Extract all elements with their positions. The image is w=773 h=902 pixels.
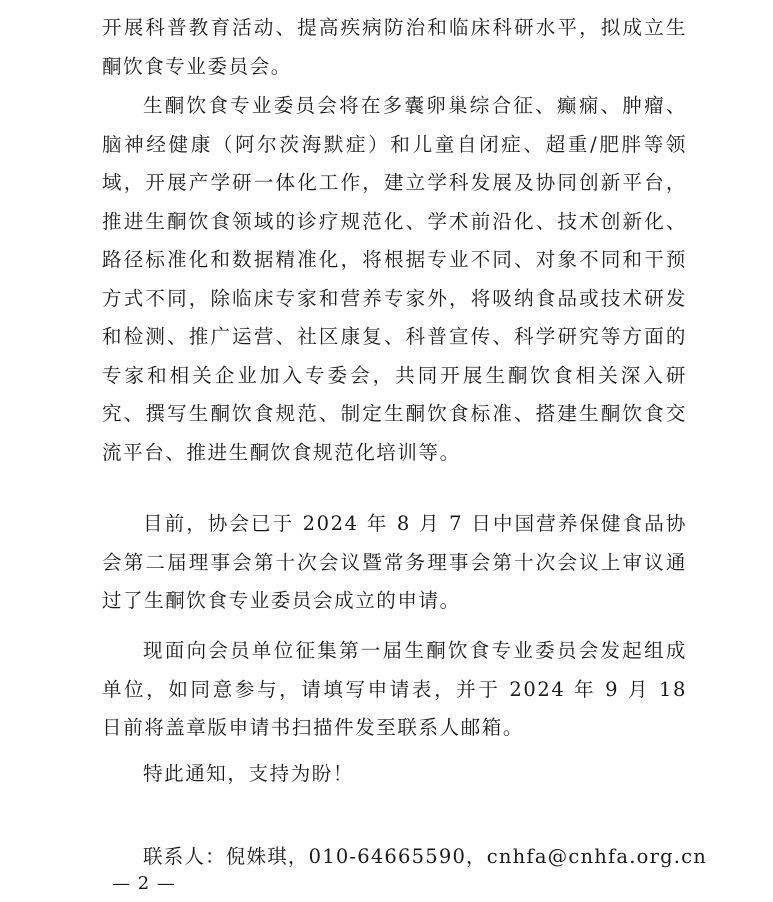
paragraph-closing: 特此通知，支持为盼！ [143, 762, 355, 785]
paragraph-intro-continuation: 开展科普教育活动、提高疾病防治和临床科研水平，拟成立生酮饮食专业委员会。 [102, 16, 687, 78]
contact-line: 联系人：倪姝琪，010-64665590，cnhfa@cnhfa.org.cn [143, 845, 708, 868]
paragraph-approval: 目前，协会已于 2024 年 8 月 7 日中国营养保健食品协会第二届理事会第十次会议暨常务理事会第十次会议上审议通过了生酮饮食专业委员会成立的申请。 [102, 512, 687, 612]
paragraph-committee-scope: 生酮饮食专业委员会将在多囊卵巢综合征、癫痫、肿瘤、脑神经健康（阿尔茨海默症）和儿童自闭症、超重/肥胖等领域，开展产学研一体化工作，建立学科发展及协同创新平台，推进生酮饮食领域的诊疗规范化、学术前沿化、技术创新化、路径标准化和数据精准化，将根据专业不同、对象不同和干预方式不同，除临床专家和营养专家外，将吸纳食品或技术研发和检测、推广运营、社区康复、科普宣传、科学研究等方面的专家和相关企业加入专委会，共同开展生酮饮食相关深入研究、撰写生酮饮食规范、制定生酮饮食标准、搭建生酮饮食交流平台、推进生酮饮食规范化培训等。 [102, 94, 687, 464]
paragraph-call-for-members: 现面向会员单位征集第一届生酮饮食专业委员会发起组成单位，如同意参与，请填写申请表，并于 2024 年 9 月 18 日前将盖章版申请书扫描件发至联系人邮箱。 [102, 639, 687, 739]
page-number: — 2 — [112, 873, 176, 894]
